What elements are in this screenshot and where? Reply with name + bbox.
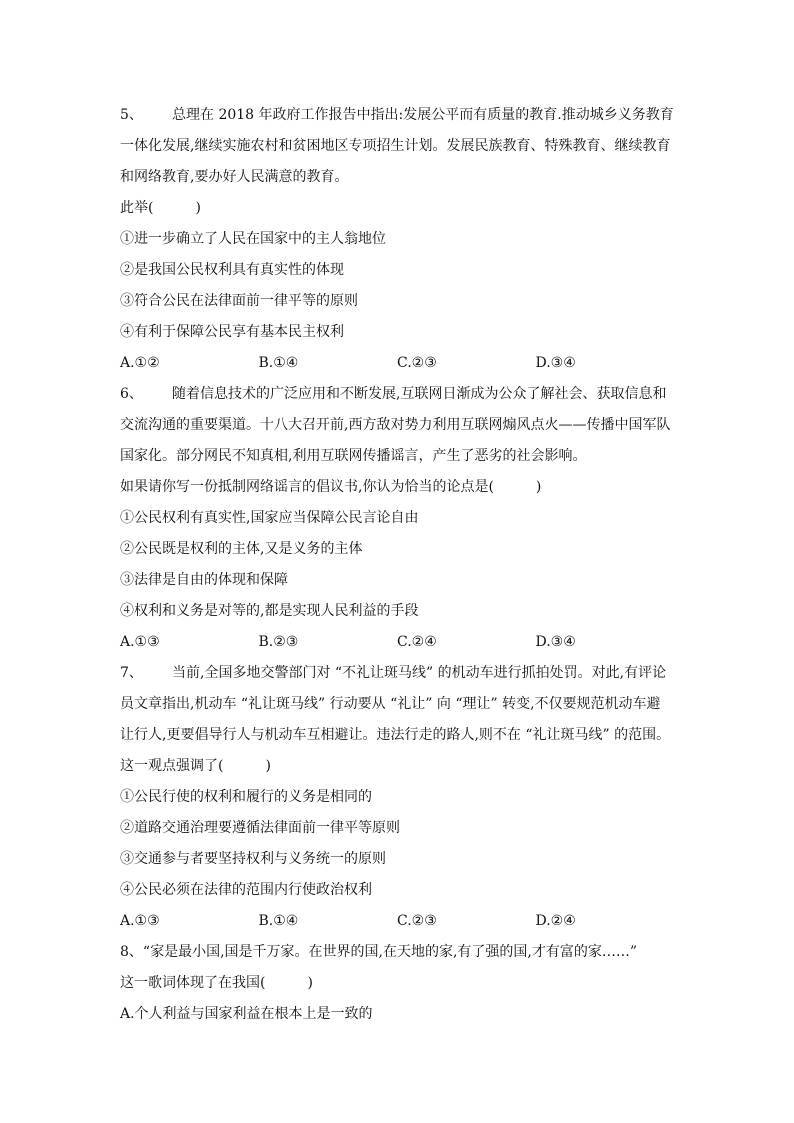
option-b: B.①④ [258,355,299,371]
question-5 [120,100,674,379]
statement-item: ①进一步确立了人民在国家中的主人翁地位 [120,231,386,247]
option-d: D.②④ [535,913,576,929]
statement-item: ④公民必须在法律的范围内行使政治权利 [120,882,372,898]
question-stem-line: 6、 随着信息技术的广泛应用和不断发展,互联网日渐成为公众了解社会、获取信息和 [120,379,674,410]
question-stem-line: 让行人,更要倡导行人与机动车互相避让。违法行走的路人,则不在 “礼让斑马线” 的范围。 [120,727,671,743]
option-b: B.②③ [258,634,299,650]
question-6 [120,379,674,658]
option-d: D.③④ [535,355,576,371]
question-stem-line: 5、 总理在 2018 年政府工作报告中指出:发展公平而有质量的教育.推动城乡义务教育 [120,100,674,131]
option-a: A.①③ [120,913,160,929]
statement-item: ②公民既是权利的主体,又是义务的主体 [120,541,363,557]
question-stem-line: 和网络教育,要办好人民满意的教育。 [120,169,349,185]
question-prompt: 这一观点强调了( ) [120,758,271,774]
question-prompt: 这一歌词体现了在我国( ) [120,975,313,991]
option-c: C.②③ [397,913,437,929]
answer-options [120,627,674,658]
option-c: C.②④ [397,634,437,650]
statement-item: ②是我国公民权利具有真实性的体现 [120,262,344,278]
question-stem-line: 8、“家是最小国,国是千万家。在世界的国,在天地的家,有了强的国,才有富的家……” [120,944,638,960]
statement-item: ③交通参与者要坚持权利与义务统一的原则 [120,851,386,867]
option-d: D.③④ [535,634,576,650]
question-stem-line: 7、 当前,全国多地交警部门对 “不礼让斑马线” 的机动车进行抓拍处罚。对此,有评论 [120,658,674,689]
answer-options [120,348,674,379]
question-number: 6、 [120,386,143,402]
question-prompt: 如果请你写一份抵制网络谣言的倡议书,你认为恰当的论点是( ) [120,479,542,495]
statement-item: ④有利于保障公民享有基本民主权利 [120,324,344,340]
question-7 [120,658,674,937]
statement-item: ①公民行使的权利和履行的义务是相同的 [120,789,372,805]
statement-item: ③法律是自由的体现和保障 [120,572,288,588]
option-a: A.①③ [120,634,160,650]
statement-item: ④权利和义务是对等的,都是实现人民利益的手段 [120,603,419,619]
statement-item: ③符合公民在法律面前一律平等的原则 [120,293,358,309]
answer-options [120,906,674,937]
question-stem-line: 员文章指出,机动车 “礼让斑马线” 行动要从 “礼让” 向 “理让” 转变,不仅要规范机动车避 [120,696,661,712]
statement-item: ②道路交通治理要遵循法律面前一律平等原则 [120,820,400,836]
question-number: 5、 [120,107,143,123]
question-stem-line: 一体化发展,继续实施农村和贫困地区专项招生计划。发展民族教育、特殊教育、继续教育 [120,138,671,154]
question-number: 8、 [120,944,143,960]
question-number: 7、 [120,665,143,681]
option-a: A.①② [120,355,160,371]
question-8 [120,937,674,1030]
question-stem-line: 国家化。部分网民不知真相,利用互联网传播谣言，产生了恶劣的社会影响。 [120,448,587,464]
answer-option-a: A.个人利益与国家利益在根本上是一致的 [120,1006,373,1022]
question-prompt: 此举( ) [120,200,201,216]
option-c: C.②③ [397,355,437,371]
statement-item: ①公民权利有真实性,国家应当保障公民言论自由 [120,510,419,526]
question-stem-line: 交流沟通的重要渠道。十八大召开前,西方敌对势力利用互联网煽风点火——传播中国军队 [120,417,671,433]
option-b: B.①④ [258,913,299,929]
